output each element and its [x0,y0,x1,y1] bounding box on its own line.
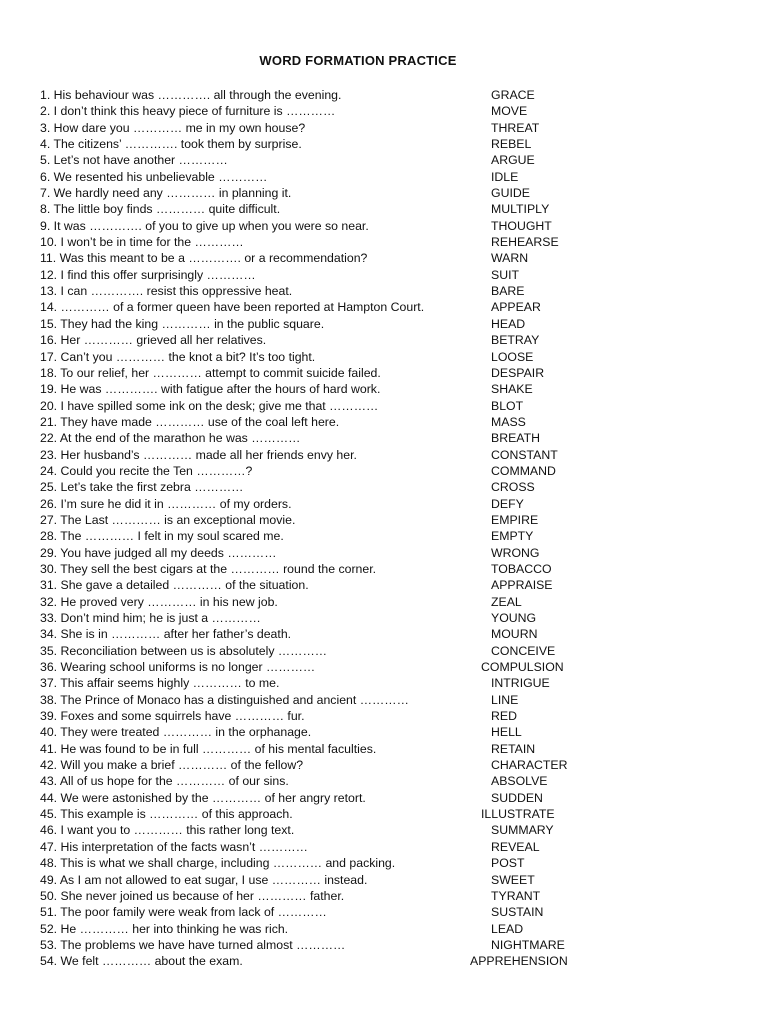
exercise-item [40,643,600,659]
exercise-sentence: 9. It was …………. of you to give up when you were so near. [40,218,369,233]
exercise-item [40,872,600,888]
exercise-sentence: 38. The Prince of Monaco has a distinguished and ancient ………… [40,692,409,707]
exercise-item [40,463,600,479]
exercise-sentence: 39. Foxes and some squirrels have ………… fur. [40,709,305,724]
exercise-sentence: 21. They have made ………… use of the coal left here. [40,414,340,429]
exercise-item [40,496,600,512]
exercise-sentence: 11. Was this meant to be a …………. or a recommendation? [40,251,368,266]
exercise-item [40,349,600,365]
root-word: GRACE [491,88,535,102]
exercise-item [40,790,600,806]
exercise-sentence: 50. She never joined us because of her ………… father. [40,888,345,903]
exercise-sentence: 28. The ………… I felt in my soul scared me. [40,529,284,544]
exercise-item [40,103,600,119]
exercise-sentence: 47. His interpretation of the facts wasn’t ………… [40,839,308,854]
root-word: REBEL [491,137,532,152]
root-word: MULTIPLY [491,202,550,217]
exercise-sentence: 53. The problems we have have turned almost ………… [40,937,346,952]
exercise-item [40,921,600,937]
exercise-sentence: 27. The Last ………… is an exceptional movie. [40,512,296,527]
root-word: POST [491,856,525,871]
exercise-sentence: 19. He was …………. with fatigue after the hours of hard work. [40,382,381,397]
exercise-item [40,479,600,495]
exercise-item [40,267,600,283]
root-word: ZEAL [491,594,522,609]
exercise-item [40,414,600,430]
exercise-item [40,136,600,152]
exercise-item [40,250,600,266]
exercise-sentence: 6. We resented his unbelievable ………… [40,169,268,184]
exercise-item [40,626,600,642]
exercise-item [40,120,600,136]
exercise-item [40,447,600,463]
exercise-item [40,169,600,185]
exercise-item [40,316,600,332]
exercise-item [40,234,600,250]
exercise-sentence: 17. Can’t you ………… the knot a bit? It’s too tight. [40,349,316,364]
exercise-item [40,152,600,168]
exercise-sentence: 8. The little boy finds ………… quite difficult. [40,202,281,217]
exercise-sentence: 7. We hardly need any ………… in planning it. [40,186,292,201]
exercise-item [40,839,600,855]
root-word: THREAT [491,120,540,135]
exercise-sentence: 2. I don’t think this heavy piece of furniture is ………… [40,104,336,119]
exercise-item [40,741,600,757]
root-word: WRONG [491,545,540,560]
exercise-sentence: 1. His behaviour was …………. all through the evening. [40,88,342,102]
root-word: RETAIN [491,741,536,756]
root-word: REHEARSE [491,235,559,250]
exercise-sentence: 35. Reconciliation between us is absolutely ………… [40,643,328,658]
exercise-item [40,692,600,708]
exercise-item [40,561,600,577]
root-word: BREATH [491,431,540,446]
root-word: SWEET [491,872,535,887]
exercise-item [40,577,600,593]
root-word: APPRAISE [491,578,553,593]
exercise-sentence: 40. They were treated ………… in the orphanage. [40,725,312,740]
exercise-sentence: 54. We felt ………… about the exam. [40,954,243,969]
root-word: SUMMARY [491,823,554,838]
root-word: HEAD [491,316,526,331]
exercise-sentence: 26. I’m sure he did it in ………… of my orders. [40,496,292,511]
page-title: WORD FORMATION PRACTICE [259,53,457,68]
exercise-item [40,904,600,920]
root-word: COMMAND [491,463,556,478]
exercise-sentence: 25. Let’s take the first zebra ………… [40,480,244,495]
root-word: SUDDEN [491,790,543,805]
exercise-item [40,724,600,740]
root-word: YOUNG [491,611,537,625]
root-word: RED [491,709,517,724]
exercise-sentence: 49. As I am not allowed to eat sugar, I use ………… instead. [40,872,368,887]
root-word: DESPAIR [491,365,545,380]
exercise-sentence: 51. The poor family were weak from lack of ………… [40,905,327,920]
root-word: BLOT [491,398,524,413]
root-word: GUIDE [491,186,530,201]
root-word: TYRANT [491,888,541,903]
exercise-sentence: 16. Her ………… grieved all her relatives. [40,333,267,348]
exercise-item [40,806,600,822]
root-word: BARE [491,284,525,299]
root-word: COMPULSION [481,660,564,675]
exercise-item [40,708,600,724]
exercise-item [40,937,600,953]
exercise-item [40,398,600,414]
exercise-item [40,888,600,904]
root-word: LOOSE [491,349,534,364]
exercise-sentence: 46. I want you to ………… this rather long text. [40,823,295,838]
root-word: LINE [491,692,519,707]
exercise-item [40,953,600,969]
root-word: NIGHTMARE [491,937,565,952]
exercise-item [40,528,600,544]
exercise-sentence: 10. I won’t be in time for the ………… [40,235,244,250]
exercise-sentence: 44. We were astonished by the ………… of her angry retort. [40,790,366,805]
exercise-sentence: 32. He proved very ………… in his new job. [40,594,278,609]
exercise-sentence: 33. Don’t mind him; he is just a ………… [40,611,261,625]
exercise-item [40,430,600,446]
root-word: BETRAY [491,333,540,348]
exercise-sentence: 13. I can …………. resist this oppressive heat. [40,284,293,299]
root-word: INTRIGUE [491,676,550,691]
root-word: SUIT [491,267,520,282]
root-word: APPEAR [491,300,541,315]
exercise-item [40,659,600,675]
root-word: HELL [491,725,522,740]
exercise-item [40,610,600,626]
root-word: ARGUE [491,153,535,168]
exercise-sentence: 5. Let’s not have another ………… [40,153,228,168]
exercise-item [40,594,600,610]
root-word: CHARACTER [491,758,568,773]
exercise-item [40,675,600,691]
root-word: APPREHENSION [470,954,568,969]
exercise-sentence: 48. This is what we shall charge, including ………… and packing. [40,856,396,871]
exercise-sentence: 23. Her husband’s ………… made all her friends envy her. [40,447,357,462]
exercise-sentence: 31. She gave a detailed ………… of the situation. [40,578,309,593]
exercise-sentence: 12. I find this offer surprisingly ………… [40,267,256,282]
exercise-sentence: 14. ………… of a former queen have been reported at Hampton Court. [40,300,425,315]
root-word: ILLUSTRATE [481,807,555,822]
exercise-sentence: 20. I have spilled some ink on the desk; give me that ………… [40,398,379,413]
exercise-item [40,201,600,217]
exercise-item [40,332,600,348]
exercise-sentence: 43. All of us hope for the ………… of our sins. [40,774,289,789]
exercise-sentence: 52. He ………… her into thinking he was rich. [40,921,289,936]
root-word: LEAD [491,921,524,936]
exercise-sentence: 36. Wearing school uniforms is no longer ………… [40,660,316,675]
exercise-item [40,283,600,299]
root-word: EMPIRE [491,512,539,527]
root-word: IDLE [491,169,519,184]
exercise-sentence: 30. They sell the best cigars at the ………… round the corner. [40,561,377,576]
exercise-sentence: 45. This example is ………… of this approach. [40,807,293,822]
exercise-sentence: 3. How dare you ………… me in my own house? [40,120,306,135]
exercise-sentence: 41. He was found to be in full ………… of his mental faculties. [40,741,377,756]
root-word: EMPTY [491,529,534,544]
root-word: DEFY [491,496,524,511]
exercise-sentence: 34. She is in ………… after her father’s death. [40,627,292,642]
root-word: WARN [491,251,529,266]
root-word: ABSOLVE [491,774,548,789]
root-word: SUSTAIN [491,905,544,920]
exercise-sentence: 15. They had the king ………… in the public square. [40,316,325,331]
exercise-item [40,545,600,561]
root-word: CONSTANT [491,447,558,462]
exercise-item [40,87,600,103]
root-word: SHAKE [491,382,533,397]
exercise-item [40,381,600,397]
root-word: CROSS [491,480,535,495]
exercise-sentence: 4. The citizens’ …………. took them by surprise. [40,137,302,152]
exercise-item [40,855,600,871]
exercise-item [40,773,600,789]
root-word: MOURN [491,627,538,642]
exercise-sentence: 18. To our relief, her ………… attempt to commit suicide failed. [40,365,381,380]
exercise-sentence: 42. Will you make a brief ………… of the fellow? [40,758,304,773]
exercise-list [40,87,600,970]
exercise-sentence: 29. You have judged all my deeds ………… [40,545,277,560]
root-word: TOBACCO [491,561,552,576]
root-word: THOUGHT [491,218,552,233]
exercise-sentence: 24. Could you recite the Ten …………? [40,463,253,478]
exercise-item [40,365,600,381]
exercise-item [40,218,600,234]
exercise-sentence: 22. At the end of the marathon he was ………… [40,431,301,446]
exercise-item [40,185,600,201]
root-word: REVEAL [491,839,540,854]
exercise-sentence: 37. This affair seems highly ………… to me. [40,676,280,691]
root-word: MOVE [491,104,528,119]
exercise-item [40,822,600,838]
exercise-item [40,299,600,315]
exercise-item [40,512,600,528]
root-word: CONCEIVE [491,643,556,658]
root-word: MASS [491,414,526,429]
exercise-item [40,757,600,773]
